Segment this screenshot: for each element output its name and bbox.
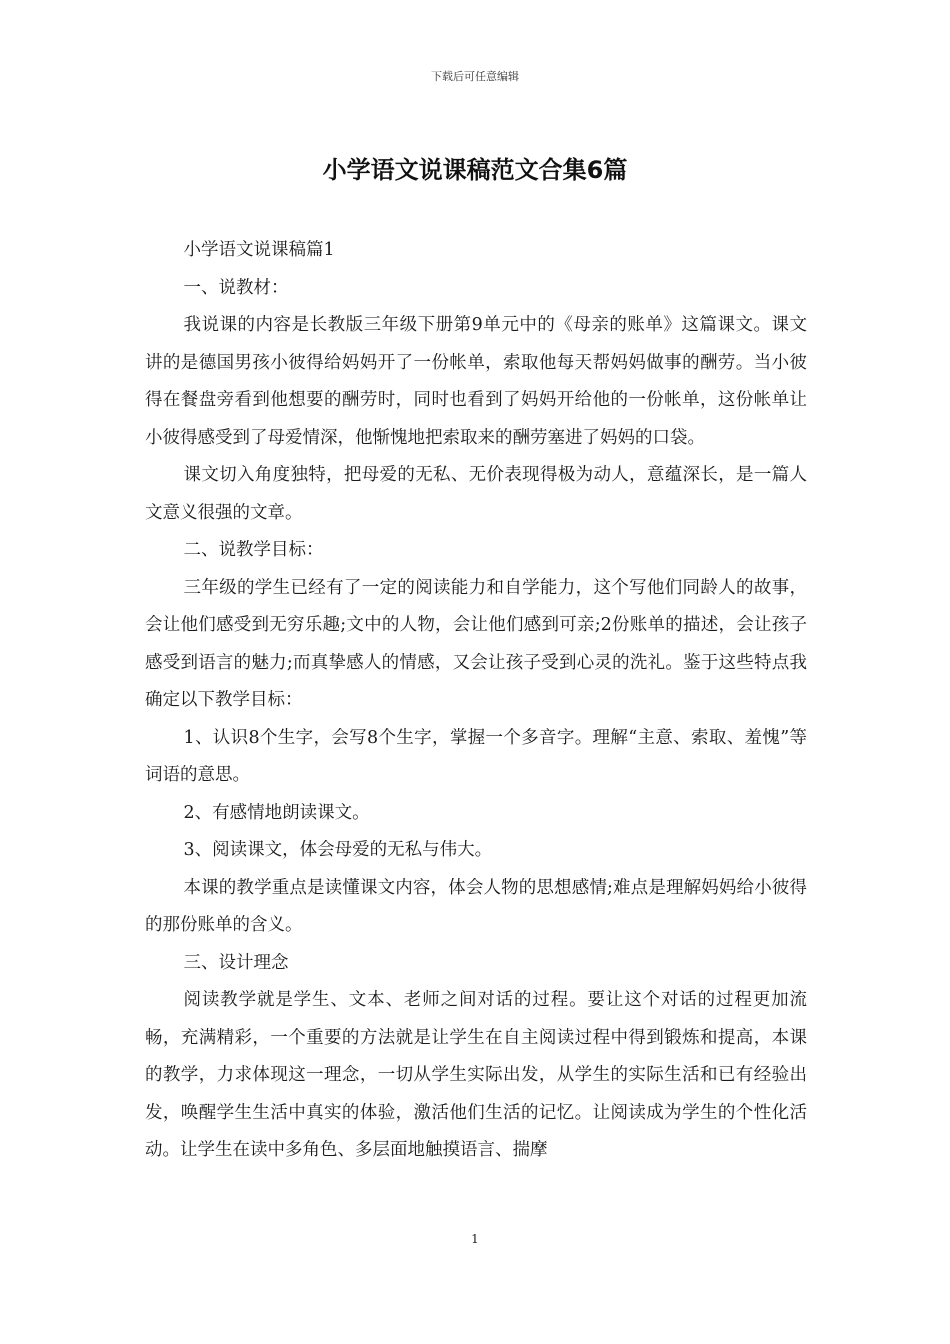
paragraph: 我说课的内容是长教版三年级下册第9单元中的《母亲的账单》这篇课文。课文讲的是德国男孩小彼得给妈妈开了一份帐单，索取他每天帮妈妈做事的酬劳。当小彼得在餐盘旁看到他想要的酬劳时，同时也看到了妈妈开给他的一份帐单，这份帐单让小彼得感受到了母爱情深，他惭愧地把索取来的酬劳塞进了妈妈的口袋。 <box>145 315 807 448</box>
subheading: 三、设计理念 <box>183 952 289 973</box>
list-item: 1、认识8个生字，会写8个生字，掌握一个多音字。理解“主意、索取、羞愧”等词语的意思。 <box>145 727 807 785</box>
page-number: 1 <box>471 1232 479 1246</box>
document-body <box>145 232 807 1170</box>
paragraph: 本课的教学重点是读懂课文内容，体会人物的思想感情;难点是理解妈妈给小彼得的那份账单的含义。 <box>145 877 807 935</box>
subheading: 二、说教学目标： <box>183 540 324 560</box>
document-title: 小学语文说课稿范文合集6篇 <box>322 156 628 184</box>
paragraph: 课文切入角度独特，把母爱的无私、无价表现得极为动人，意蕴深长，是一篇人文意义很强的文章。 <box>145 465 807 523</box>
paragraph: 阅读教学就是学生、文本、老师之间对话的过程。要让这个对话的过程更加流畅，充满精彩，一个重要的方法就是让学生在自主阅读过程中得到锻炼和提高，本课的教学，力求体现这一理念，一切从学生实际出发，从学生的实际生活和已有经验出发，唤醒学生生活中真实的体验，激活他们生活的记忆。让阅读成为学生的个性化活动。让学生在读中多角色、多层面地触摸语言、揣摩 <box>145 990 807 1160</box>
list-item: 3、阅读课文，体会母爱的无私与伟大。 <box>183 840 493 860</box>
section-heading: 小学语文说课稿篇1 <box>183 240 335 260</box>
list-item: 2、有感情地朗读课文。 <box>183 802 370 823</box>
header-note: 下载后可任意编辑 <box>431 70 519 83</box>
paragraph: 三年级的学生已经有了一定的阅读能力和自学能力，这个写他们同龄人的故事，会让他们感受到无穷乐趣;文中的人物，会让他们感到可亲;2份账单的描述，会让孩子感受到语言的魅力;而真挚感人的情感，又会让孩子受到心灵的洗礼。鉴于这些特点我确定以下教学目标： <box>145 577 807 710</box>
subheading: 一、说教材： <box>183 277 289 298</box>
